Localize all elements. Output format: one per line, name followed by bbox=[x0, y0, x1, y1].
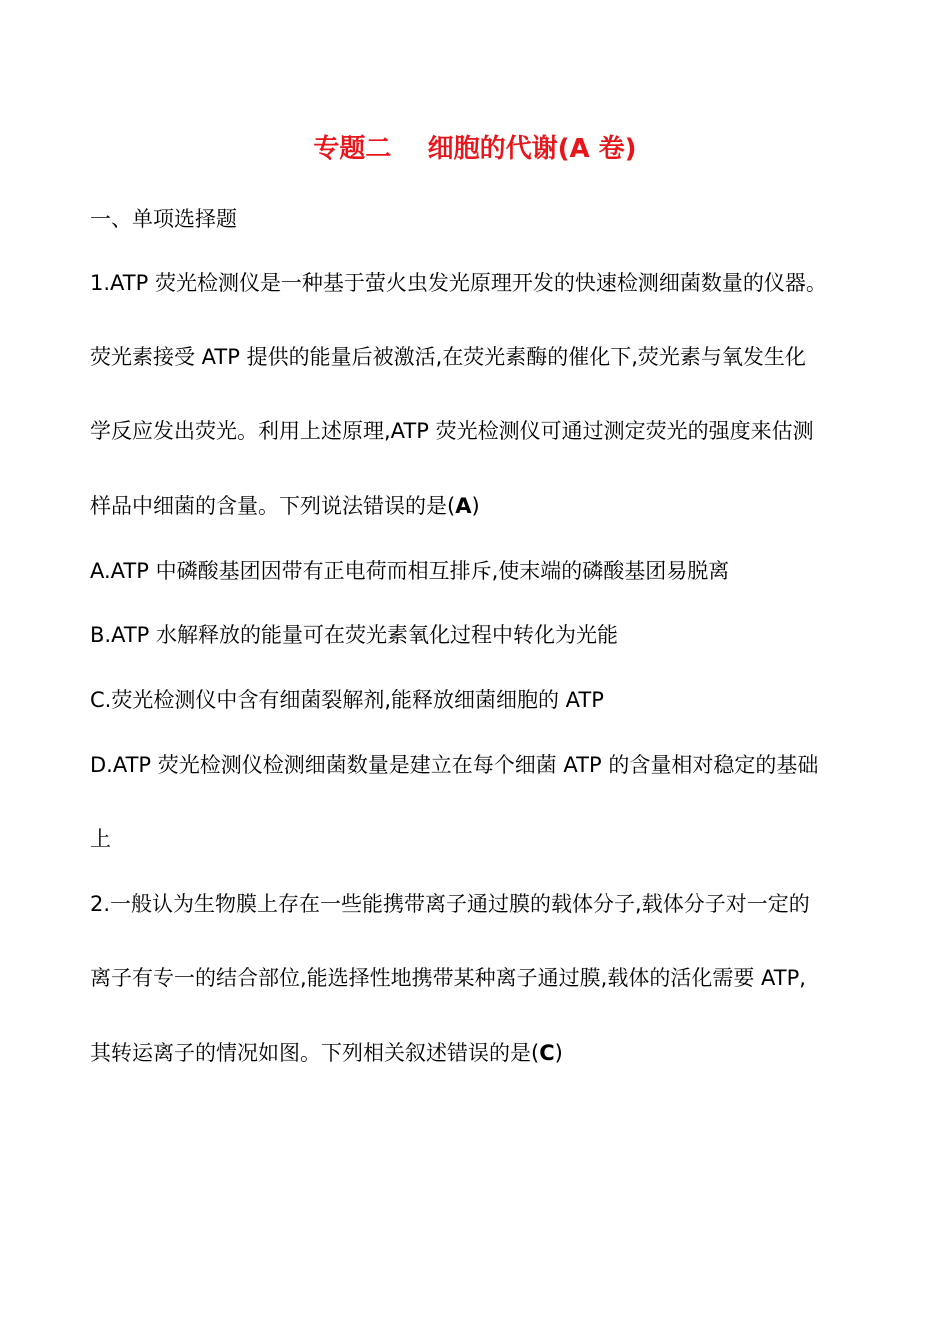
q1-stem-line-2: 荧光素接受 ATP 提供的能量后被激活,在荧光素酶的催化下,荧光素与氧发生化 bbox=[90, 345, 806, 369]
q1-option-c: C.荧光检测仪中含有细菌裂解剂,能释放细菌细胞的 ATP bbox=[90, 688, 604, 712]
q2-stem-line-3 bbox=[90, 1038, 563, 1068]
q2-answer: C bbox=[539, 1041, 555, 1065]
q1-stem-text: 样品中细菌的含量。下列说法错误的是( bbox=[90, 494, 456, 518]
q1-stem-line-4 bbox=[90, 491, 480, 521]
q1-stem-line-3: 学反应发出荧光。利用上述原理,ATP 荧光检测仪可通过测定荧光的强度来估测 bbox=[90, 419, 814, 443]
q1-option-d: D.ATP 荧光检测仪检测细菌数量是建立在每个细菌 ATP 的含量相对稳定的基础 bbox=[90, 753, 819, 777]
page-title: 专题二 细胞的代谢(A 卷) bbox=[313, 134, 637, 164]
q1-option-b: B.ATP 水解释放的能量可在荧光素氧化过程中转化为光能 bbox=[90, 623, 618, 647]
q2-stem-line-1: 2.一般认为生物膜上存在一些能携带离子通过膜的载体分子,载体分子对一定的 bbox=[90, 892, 810, 916]
q2-stem-line-2: 离子有专一的结合部位,能选择性地携带某种离子通过膜,载体的活化需要 ATP, bbox=[90, 966, 806, 990]
q1-answer: A bbox=[455, 494, 472, 518]
q2-close-paren: ) bbox=[554, 1041, 563, 1065]
q1-stem-line-1: 1.ATP 荧光检测仪是一种基于萤火虫发光原理开发的快速检测细菌数量的仪器。 bbox=[90, 271, 827, 295]
q2-stem-text: 其转运离子的情况如图。下列相关叙述错误的是( bbox=[90, 1041, 540, 1065]
q1-close-paren: ) bbox=[471, 494, 480, 518]
q1-option-a: A.ATP 中磷酸基团因带有正电荷而相互排斥,使末端的磷酸基团易脱离 bbox=[90, 559, 730, 583]
section-heading: 一、单项选择题 bbox=[90, 207, 237, 231]
q1-option-d-continued: 上 bbox=[90, 827, 111, 851]
